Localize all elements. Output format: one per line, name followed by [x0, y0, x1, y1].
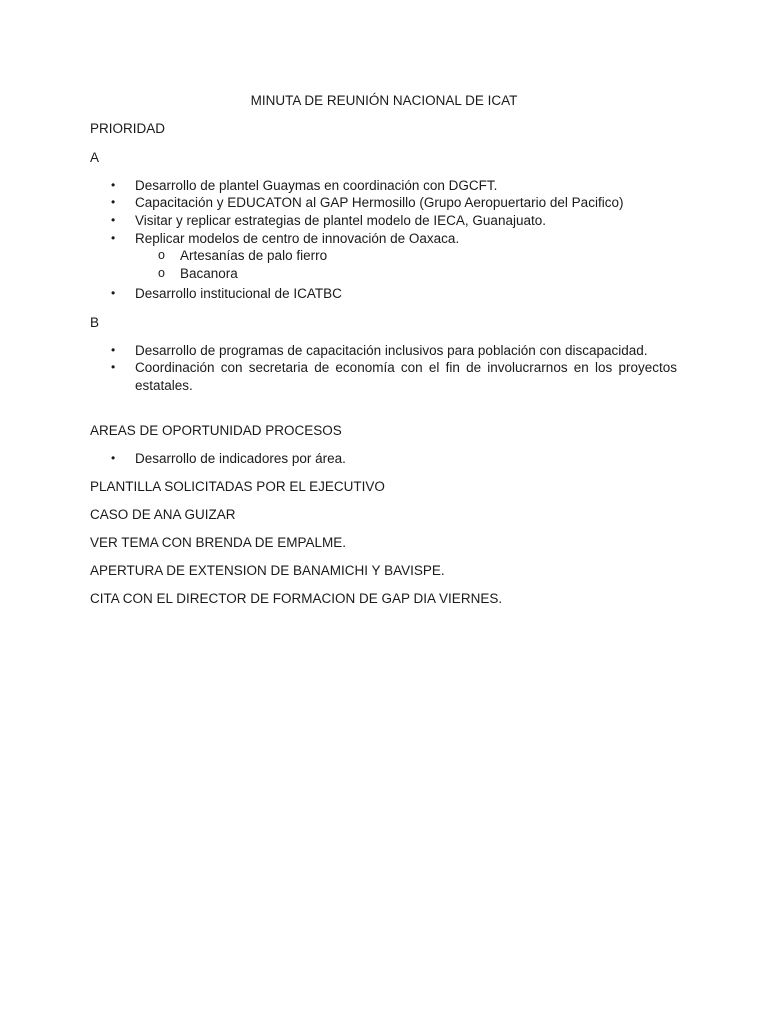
- bullet-icon: •: [111, 343, 116, 357]
- hollow-bullet-icon: o: [158, 248, 165, 262]
- section-heading-areas: AREAS DE OPORTUNIDAD PROCESOS: [90, 423, 342, 438]
- list-item-text: Capacitación y EDUCATON al GAP Hermosillo (Grupo Aeropuertario del Pacifico): [135, 195, 624, 210]
- note-cita: CITA CON EL DIRECTOR DE FORMACION DE GAP DIA VIERNES.: [90, 591, 503, 606]
- sub-list-item-text: Bacanora: [180, 266, 238, 281]
- group-label-b: B: [90, 315, 100, 330]
- list-item-text: Replicar modelos de centro de innovación de Oaxaca.: [135, 231, 460, 246]
- hollow-bullet-icon: o: [158, 266, 165, 280]
- group-label-a: A: [90, 150, 100, 165]
- note-plantilla: PLANTILLA SOLICITADAS POR EL EJECUTIVO: [90, 479, 385, 494]
- document-title: MINUTA DE REUNIÓN NACIONAL DE ICAT: [250, 93, 518, 108]
- list-item-text-continued: estatales.: [135, 378, 193, 393]
- bullet-icon: •: [111, 231, 116, 245]
- bullet-icon: •: [111, 451, 116, 465]
- bullet-icon: •: [111, 195, 116, 209]
- section-heading-priority: PRIORIDAD: [90, 121, 166, 136]
- note-caso-ana: CASO DE ANA GUIZAR: [90, 507, 236, 522]
- list-item-text: Visitar y replicar estrategias de plantel modelo de IECA, Guanajuato.: [135, 213, 546, 228]
- list-item-text: Desarrollo de plantel Guaymas en coordinación con DGCFT.: [135, 178, 498, 193]
- bullet-icon: •: [111, 286, 116, 300]
- note-brenda: VER TEMA CON BRENDA DE EMPALME.: [90, 535, 347, 550]
- list-item-text: Desarrollo de indicadores por área.: [135, 451, 346, 466]
- list-item-text: Desarrollo de programas de capacitación inclusivos para población con discapacidad.: [135, 343, 648, 358]
- list-item-text: Coordinación con secretaria de economía con el fin de involucrarnos en los proyectos: [135, 360, 677, 375]
- note-apertura: APERTURA DE EXTENSION DE BANAMICHI Y BAVISPE.: [90, 563, 445, 578]
- bullet-icon: •: [111, 213, 116, 227]
- list-item-text: Desarrollo institucional de ICATBC: [135, 286, 342, 301]
- bullet-icon: •: [111, 178, 116, 192]
- sub-list-item-text: Artesanías de palo fierro: [180, 248, 328, 263]
- bullet-icon: •: [111, 360, 116, 374]
